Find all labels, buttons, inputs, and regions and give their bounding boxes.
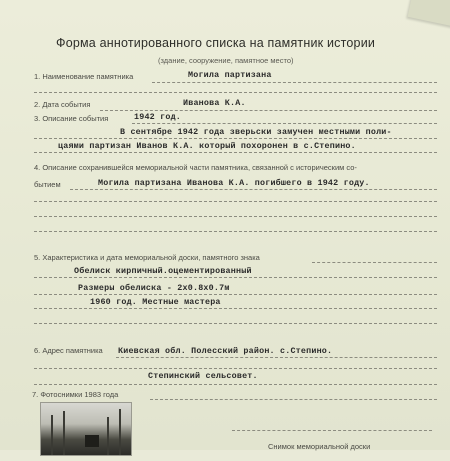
rule xyxy=(34,201,437,202)
monument-silhouette xyxy=(85,435,99,447)
value-characteristics-line-2: Размеры обелиска - 2х0.8х0.7м xyxy=(78,283,230,293)
label-plaque-photo: Снимок мемориальной доски xyxy=(268,442,371,451)
rule xyxy=(34,323,437,324)
value-event-line-1: В сентябре 1942 года зверьски замучен местными поли- xyxy=(120,127,392,137)
rule xyxy=(152,82,437,83)
value-address-line-2: Степинский сельсовет. xyxy=(148,371,258,381)
value-event-date: Иванова К.А. xyxy=(183,98,246,108)
rule xyxy=(34,231,437,232)
label-preserved-part: 4. Описание сохранившейся мемориальной части памятника, связанной с историческим со- xyxy=(34,163,357,172)
rule xyxy=(34,152,437,153)
label-characteristics: 5. Характеристика и дата мемориальной доски, памятного знака xyxy=(34,253,260,262)
rule xyxy=(34,216,437,217)
value-event-line-2: цаями партизан Иванов К.А. который похоронен в с.Степино. xyxy=(58,141,356,151)
rule xyxy=(34,368,437,369)
rule xyxy=(34,138,437,139)
form-subtitle: (здание, сооружение, памятное место) xyxy=(158,56,294,65)
rule xyxy=(150,399,437,400)
value-monument-name: Могила партизана xyxy=(188,70,272,80)
rule xyxy=(34,294,437,295)
label-monument-name: 1. Наименование памятника xyxy=(34,72,134,81)
rule xyxy=(100,110,437,111)
label-preserved-part-cont: бытием xyxy=(34,180,61,189)
label-photos: 7. Фотоснимки 1983 года xyxy=(32,390,119,399)
rule xyxy=(34,384,437,385)
rule xyxy=(116,357,437,358)
label-event-description: 3. Описание события xyxy=(34,114,109,123)
label-address: 6. Адрес памятника xyxy=(34,346,103,355)
rule xyxy=(132,123,437,124)
label-event-date: 2. Дата события xyxy=(34,100,91,109)
value-event-year: 1942 год. xyxy=(134,112,182,122)
form-title: Форма аннотированного списка на памятник истории xyxy=(56,36,376,50)
folded-corner xyxy=(408,0,450,27)
rule xyxy=(312,262,437,263)
value-address-line-1: Киевская обл. Полесский район. с.Степино. xyxy=(118,346,333,356)
value-characteristics-line-1: Обелиск кирпичный.оцементированный xyxy=(74,266,252,276)
value-characteristics-line-3: 1960 год. Местные мастера xyxy=(90,297,221,307)
rule xyxy=(34,308,437,309)
rule xyxy=(70,189,437,190)
rule xyxy=(34,277,437,278)
value-preserved-part: Могила партизана Иванова К.А. погибшего в 1942 году. xyxy=(98,178,370,188)
rule xyxy=(34,92,437,93)
monument-photo xyxy=(40,402,132,456)
